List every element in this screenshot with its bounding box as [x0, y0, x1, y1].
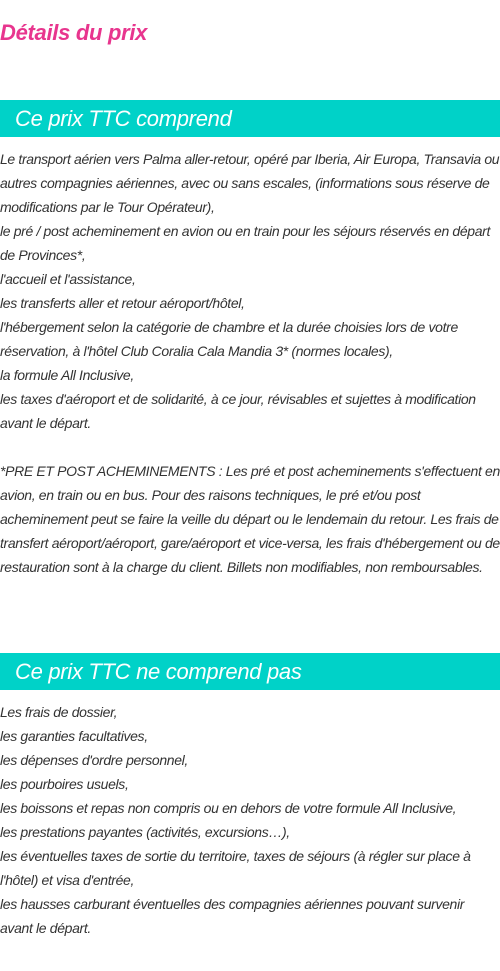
- excludes-item: les dépenses d'ordre personnel,: [0, 752, 188, 768]
- acheminement-note: *PRE ET POST ACHEMINEMENTS : Les pré et post acheminements s'effectuent en avion, en train ou en bus. Pour des raisons techniques, le pré et/ou post acheminement peut se faire la veille du départ ou le lendemain du retour. Les frais de transfert aéroport/aéroport, gare/aéroport et vice-versa, les frais d'hébergement ou de restauration sont à la charge du client. Billets non modifiables, non remboursables.: [0, 463, 500, 575]
- excludes-item: les prestations payantes (activités, excursions…),: [0, 824, 290, 840]
- includes-item: l'hébergement selon la catégorie de chambre et la durée choisies lors de votre réservation, à l'hôtel Club Coralia Cala Mandia 3* (normes locales),: [0, 319, 458, 359]
- excludes-item: Les frais de dossier,: [0, 704, 118, 720]
- excludes-item: les boissons et repas non compris ou en dehors de votre formule All Inclusive,: [0, 800, 457, 816]
- includes-item: Le transport aérien vers Palma aller-retour, opéré par Iberia, Air Europa, Transavia ou autres compagnies aériennes, avec ou sans escales, (informations sous réserve de modifications par le Tour Opérateur),: [0, 151, 500, 215]
- includes-item: la formule All Inclusive,: [0, 367, 134, 383]
- excludes-item: les pourboires usuels,: [0, 776, 129, 792]
- excludes-section-header: Ce prix TTC ne comprend pas: [0, 653, 500, 690]
- includes-item: les transferts aller et retour aéroport/hôtel,: [0, 295, 245, 311]
- includes-item: l'accueil et l'assistance,: [0, 271, 136, 287]
- excludes-section-body: [0, 700, 500, 940]
- includes-item: le pré / post acheminement en avion ou en train pour les séjours réservés en départ de Provinces*,: [0, 223, 491, 263]
- includes-section-body: [0, 147, 500, 579]
- includes-item: les taxes d'aéroport et de solidarité, à ce jour, révisables et sujettes à modification avant le départ.: [0, 391, 476, 431]
- excludes-item: les éventuelles taxes de sortie du territoire, taxes de séjours (à régler sur place à l'hôtel) et visa d'entrée,: [0, 848, 471, 888]
- excludes-item: les hausses carburant éventuelles des compagnies aériennes pouvant survenir avant le départ.: [0, 896, 465, 936]
- page-title: Détails du prix: [0, 20, 148, 45]
- includes-section-header: Ce prix TTC comprend: [0, 100, 500, 137]
- excludes-item: les garanties facultatives,: [0, 728, 148, 744]
